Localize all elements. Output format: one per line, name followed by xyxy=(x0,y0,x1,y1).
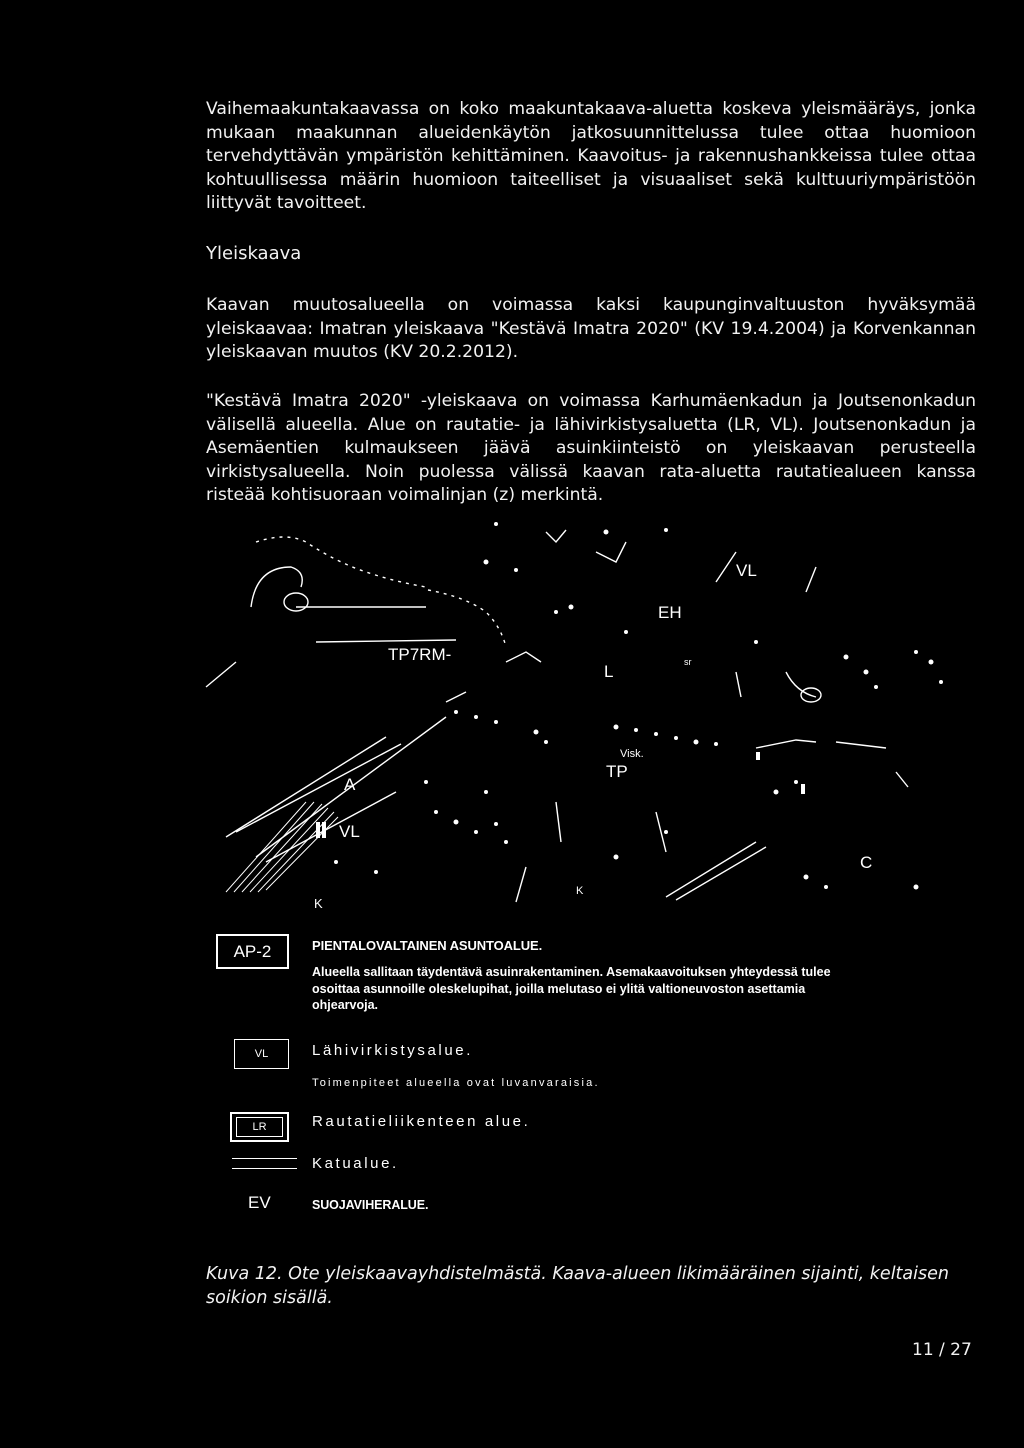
section-heading: Yleiskaava xyxy=(206,243,302,264)
figure-caption: Kuva 12. Ote yleiskaavayhdistelmästä. Kaava-alueen likimääräinen sijainti, keltaisen soikion sisällä. xyxy=(206,1264,949,1308)
map-label-sr: sr xyxy=(684,657,692,667)
map-label-eh: EH xyxy=(658,603,682,622)
page-number: 11 / 27 xyxy=(912,1340,972,1360)
map-label-tp7rm: TP7RM- xyxy=(388,645,452,664)
map-label-visk: Visk. xyxy=(620,748,644,760)
master-plan-map xyxy=(196,512,976,922)
master-plan-paragraph: Kaavan muutosalueella on voimassa kaksi kaupunginvaltuuston hyväksymää yleiskaavaa: Imatran yleiskaava "Kestävä Imatra 2020" (KV 19.4.2004) ja Korvenkannan yleiskaavan muutos (KV 20.2.2012). xyxy=(206,295,976,363)
legend-vl-symbol: VL xyxy=(234,1039,289,1069)
map-label-l: L xyxy=(604,662,614,681)
legend-vl-title: Lähivirkistysalue. xyxy=(312,1042,474,1059)
legend-ap2-description: Alueella sallitaan täydentävä asuinrakentaminen. Asemakaavoituksen yhteydessä tulee osoittaa asunnoille oleskelupihat, joilla melutaso ei ylitä valtioneuvoston asettamia ohjearvoja. xyxy=(312,965,831,1012)
map-label-a: A xyxy=(344,775,356,794)
legend-street-title: Katualue. xyxy=(312,1155,399,1172)
map-label-c: C xyxy=(860,853,873,872)
legend-lr-inner-box: LR xyxy=(236,1117,283,1137)
map-label-k-small: K xyxy=(576,885,584,897)
legend-ap2-symbol: AP-2 xyxy=(216,934,289,969)
legend-ev-title: SUOJAVIHERALUE. xyxy=(312,1198,429,1212)
legend-vl-description: Toimenpiteet alueella ovat luvanvaraisia. xyxy=(312,1077,600,1089)
map-label-k-bottom: K xyxy=(314,896,323,911)
intro-paragraph: Vaihemaakuntakaavassa on koko maakuntakaava-aluetta koskeva yleismääräys, jonka mukaan maakunnan alueidenkäytön jatkosuunnittelussa tulee ottaa huomioon tervehdyttävän ympäristön kehittäminen. Kaavoitus- ja rakennushankkeissa tulee ottaa kohtuullisessa määrin huomioon taiteelliset ja visuaaliset sekä kulttuuriympäristöön liittyvät tavoitteet. xyxy=(206,99,976,214)
map-label-vl-bottom: VL xyxy=(339,822,360,841)
legend-street-line-bottom xyxy=(232,1168,297,1169)
legend-lr-symbol xyxy=(230,1112,289,1142)
legend-ap2-title: PIENTALOVALTAINEN ASUNTOALUE. xyxy=(312,938,543,953)
legend-street-line-top xyxy=(232,1158,297,1159)
map-label-vl-top: VL xyxy=(736,561,757,580)
area-description-paragraph: "Kestävä Imatra 2020" -yleiskaava on voimassa Karhumäenkadun ja Joutsenonkadun välisellä alueella. Alue on rautatie- ja lähivirkistysaluetta (LR, VL). Joutsenonkadun ja Asemäentien kulmaukseen jäävä asuinkiinteistö on yleiskaavan perusteella virkistysalueella. Noin puolessa välissä kaavan rata-aluetta rautatiealueen kanssa risteää kohtisuoraan voimalinjan (z) merkintä. xyxy=(206,391,976,506)
map-label-tp: TP xyxy=(606,762,628,781)
legend-lr-title: Rautatieliikenteen alue. xyxy=(312,1113,531,1130)
legend-ev-symbol: EV xyxy=(248,1193,271,1212)
